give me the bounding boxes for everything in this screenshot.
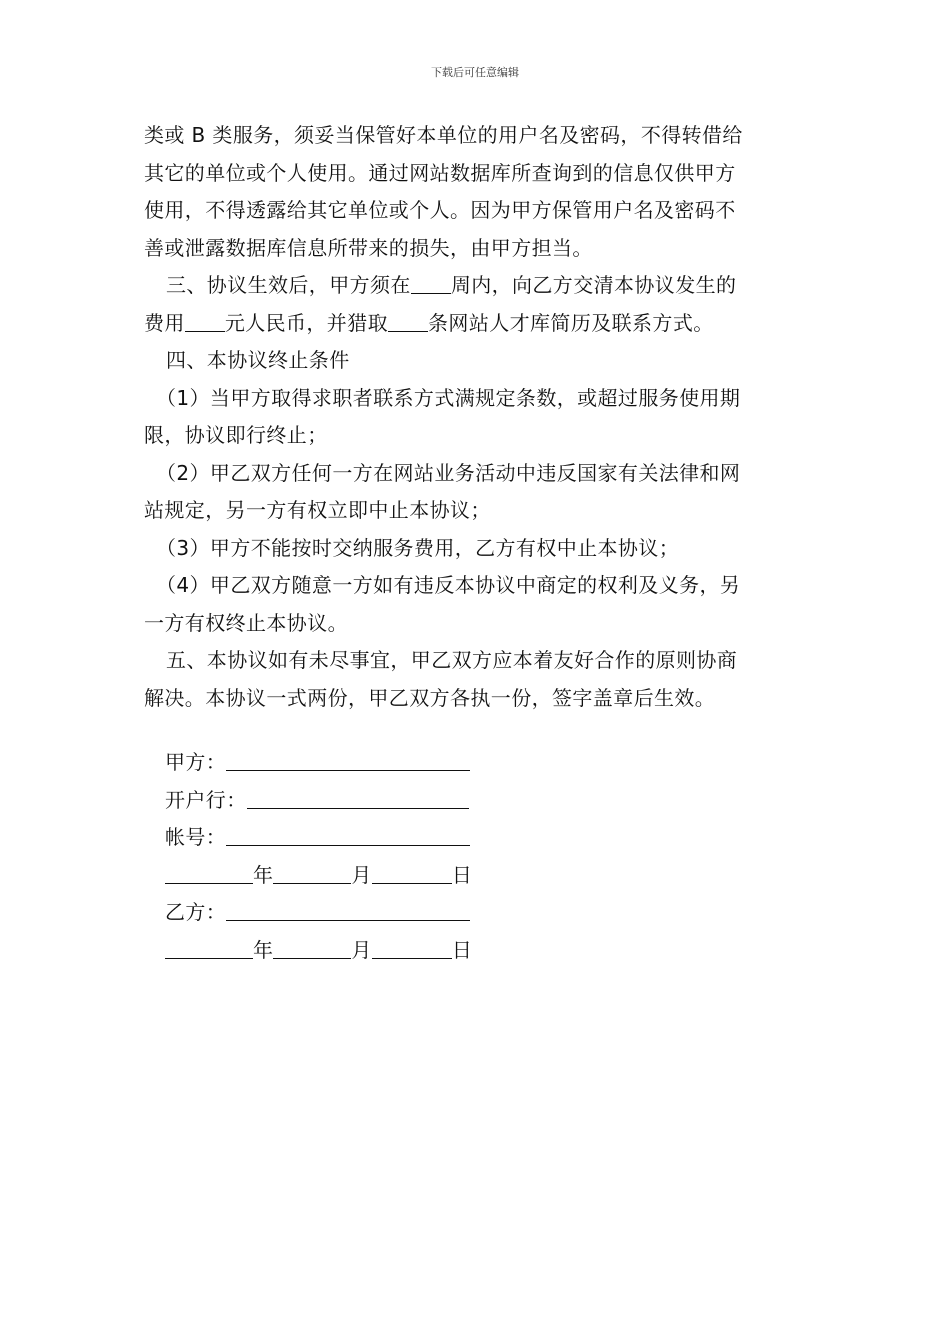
year-label-a: 年	[253, 862, 274, 887]
p1-line3: 使用，不得透露给其它单位或个人。因为甲方保管用户名及密码不	[144, 198, 736, 222]
day-label-b: 日	[451, 937, 473, 962]
date-row-b	[165, 932, 495, 970]
date-row-a	[165, 857, 495, 895]
item-3-line1: （3）甲方不能按时交纳服务费用，乙方有权中止本协议；	[156, 535, 680, 560]
party-a-field[interactable]	[226, 748, 470, 771]
p1-line2: 其它的单位或个人使用。通过网站数据库所查询到的信息仅供甲方	[144, 160, 736, 185]
fee-blank[interactable]	[185, 309, 225, 332]
day-label-a: 日	[451, 862, 473, 887]
day-field-b[interactable]	[372, 936, 452, 959]
signature-block	[165, 744, 495, 969]
bank-label: 开户行：	[165, 787, 247, 812]
year-field-b[interactable]	[165, 936, 253, 959]
month-label-b: 月	[351, 937, 372, 962]
month-field-a[interactable]	[273, 861, 351, 884]
account-row	[165, 819, 495, 857]
item-1-line1: （1）当甲方取得求职者联系方式满规定条数，或超过服务使用期	[156, 385, 741, 410]
party-b-field[interactable]	[226, 898, 470, 921]
month-label-a: 月	[351, 862, 372, 887]
weeks-blank[interactable]	[411, 271, 451, 294]
party-b-row	[165, 894, 495, 932]
clause-3-text-a: 三、协议生效后，甲方须在	[166, 273, 411, 297]
bank-field[interactable]	[247, 786, 469, 809]
item-1-line2: 限，协议即行终止；	[144, 423, 328, 447]
year-field-a[interactable]	[165, 861, 253, 884]
clause-3-line1	[144, 267, 809, 305]
clause-3-text-d: 元人民币，并猎取	[224, 310, 389, 335]
party-b-label: 乙方：	[165, 900, 227, 924]
agreement-body	[144, 117, 809, 717]
item-4-line1: （4）甲乙双方随意一方如有违反本协议中商定的权利及义务，另	[156, 573, 741, 597]
p1-line1: 类或 B 类服务，须妥当保管好本单位的用户名及密码，不得转借给	[144, 123, 743, 147]
party-a-row	[165, 744, 495, 782]
day-field-a[interactable]	[372, 861, 452, 884]
clause-3-line2	[144, 305, 809, 343]
clause-3-text-c: 费用	[144, 310, 185, 335]
item-2-line1: （2）甲乙双方任何一方在网站业务活动中违反国家有关法律和网	[156, 460, 741, 485]
account-label: 帐号：	[165, 825, 227, 849]
p1-line4: 善或泄露数据库信息所带来的损失，由甲方担当。	[144, 235, 593, 260]
account-field[interactable]	[226, 823, 470, 846]
item-2-line2: 站规定，另一方有权立即中止本协议；	[144, 498, 491, 522]
clause-5-line2: 解决。本协议一式两份，甲乙双方各执一份，签字盖章后生效。	[144, 685, 716, 710]
clause-5-line1: 五、本协议如有未尽事宜，甲乙双方应本着友好合作的原则协商	[166, 648, 738, 672]
party-a-label: 甲方：	[165, 750, 227, 774]
item-4-line2: 一方有权终止本协议。	[144, 610, 348, 635]
bank-row	[165, 782, 495, 820]
resume-count-blank[interactable]	[388, 309, 428, 332]
clause-4-heading: 四、本协议终止条件	[166, 348, 350, 372]
clause-3-text-b: 周内，向乙方交清本协议发生的	[450, 273, 737, 297]
year-label-b: 年	[253, 937, 274, 962]
clause-3-text-e: 条网站人才库简历及联系方式。	[428, 310, 714, 335]
page-header: 下载后可任意编辑	[431, 66, 519, 79]
month-field-b[interactable]	[273, 936, 351, 959]
